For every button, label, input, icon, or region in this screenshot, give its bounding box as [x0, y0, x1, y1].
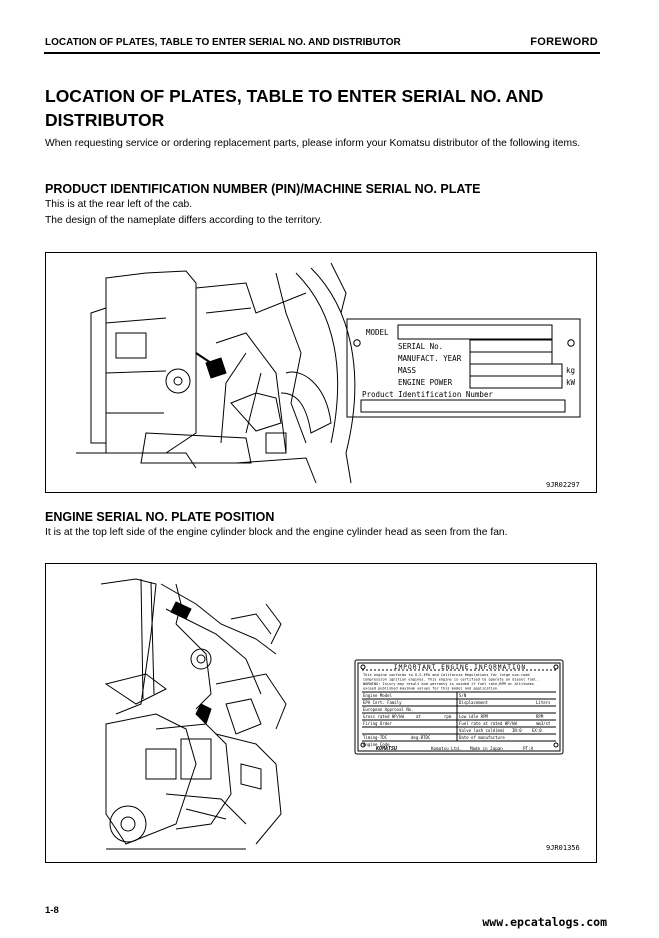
cab-illustration — [76, 263, 355, 483]
engine-figure-code: 9JR01356 — [546, 844, 580, 852]
plate-power-unit: kW — [566, 378, 576, 387]
page-title — [45, 84, 605, 132]
page-title-line-1: LOCATION OF PLATES, TABLE TO ENTER SERIAL NO. AND — [45, 86, 544, 106]
engine-plate-banner: IMPORTANT ENGINE INFORMATION — [393, 664, 527, 671]
engine-plate-approval: European Approval No. — [363, 707, 414, 712]
engine-plate-date: Date of manufacture — [459, 735, 505, 740]
engine-plate-valve-in: IN:0 — [512, 728, 522, 733]
engine-section-heading: ENGINE SERIAL NO. PLATE POSITION — [45, 510, 275, 524]
engine-plate-valve-ex: EX:0 — [532, 728, 542, 733]
engine-top-illustration — [101, 579, 286, 734]
engine-plate-timing: Timing-TDC — [363, 735, 388, 740]
intro-paragraph: When requesting service or ordering replacement parts, please inform your Komatsu distributor of the following items. — [45, 138, 581, 149]
plate-year-label: MANUFACT. YEAR — [398, 354, 462, 363]
engine-plate-family: EPA Cert. Family — [363, 700, 402, 705]
engine-plate-pt: PT:A — [523, 746, 534, 751]
plate-power-label: ENGINE POWER — [398, 378, 453, 387]
pin-section-heading: PRODUCT IDENTIFICATION NUMBER (PIN)/MACHINE SERIAL NO. PLATE — [45, 182, 481, 196]
running-header-section: FOREWORD — [530, 36, 598, 48]
engine-plate-fuel-rate: Fuel rate at rated HP/kW — [459, 721, 517, 726]
running-header-title: LOCATION OF PLATES, TABLE TO ENTER SERIAL NO. AND DISTRIBUTOR — [45, 37, 401, 48]
plate-mass-label: MASS — [398, 366, 417, 375]
plate-serial-label: SERIAL No. — [398, 342, 444, 351]
engine-plate-notice-1: This engine conforms to U.S.EPA and California Regulations for large non-road — [363, 673, 530, 677]
pin-location-text: This is at the rear left of the cab. — [45, 199, 193, 210]
engine-plate-displacement: Displacement — [459, 700, 488, 705]
engine-location-text: It is at the top left side of the engine cylinder block and the engine cylinder head as seen from the fan. — [45, 527, 508, 538]
engine-plate-made-in: Made in Japan — [470, 746, 503, 751]
engine-plate-notice-3: WARNING: Injury may result and warranty is voided if fuel rate,RPM or altitudes — [363, 682, 534, 686]
engine-plate-model: Engine Model — [363, 693, 392, 698]
pin-plate-figure — [45, 252, 597, 493]
cab-rear-drawing — [46, 253, 598, 494]
page-number: 1-8 — [45, 905, 59, 916]
engine-side-illustration — [106, 704, 281, 849]
engine-plate-at: at — [416, 714, 421, 719]
engine-plate-btdc: deg.BTDC — [411, 735, 431, 740]
figure-code: 9JR02297 — [546, 481, 580, 489]
engine-plate-low-idle-rpm: RPM — [536, 714, 544, 719]
engine-plate-figure — [45, 563, 597, 863]
engine-plate-firing: Firing Order — [363, 721, 392, 726]
engine-plate-liters: Liters — [536, 700, 551, 705]
footer-url: www.epcatalogs.com — [482, 915, 607, 929]
plate-model-label: MODEL — [366, 328, 389, 337]
engine-plate-notice-2: compression ignition engines. This engine is certified to operate on diesel fuel. — [363, 677, 539, 682]
engine-plate-valve-lash: Valve lash cold(mm) — [459, 728, 505, 733]
engine-plate-sn: S/N — [459, 693, 467, 698]
header-rule — [44, 52, 600, 54]
pin-section-text — [45, 197, 605, 229]
engine-plate-maker: Komatsu Ltd. — [431, 746, 462, 751]
engine-plate-fuel-unit: mm3/st — [536, 721, 551, 726]
komatsu-logo: KOMATSU — [376, 746, 398, 752]
engine-plate-code: Engine Code — [363, 742, 390, 747]
page-title-line-2: DISTRIBUTOR — [45, 110, 165, 130]
plate-mass-unit: kg — [566, 366, 576, 375]
engine-drawing — [46, 564, 598, 864]
engine-plate-low-idle: Low idle RPM — [459, 714, 488, 719]
plate-pin-label: Product Identification Number — [362, 390, 493, 399]
pin-design-text: The design of the nameplate differs according to the territory. — [45, 215, 323, 226]
engine-plate-rpm: rpm — [444, 714, 452, 719]
engine-plate-notice-4: exceed published maximum values for this model and application. — [363, 686, 500, 691]
engine-plate-gross-hp: Gross rated HP/kW — [363, 714, 404, 719]
